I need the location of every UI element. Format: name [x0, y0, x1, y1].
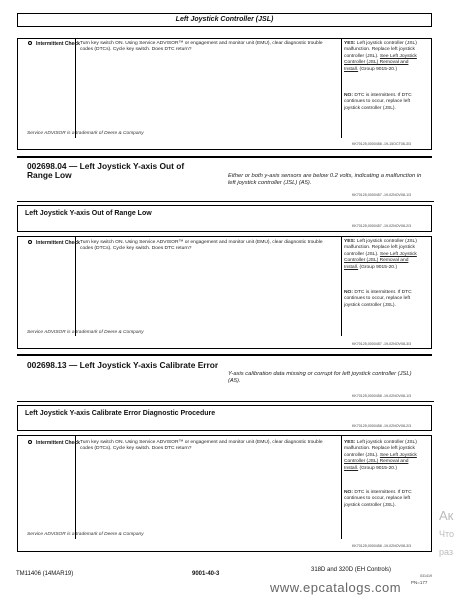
no-text: DTC is intermittent. If DTC continues to occur, replace left joystick controller (JSL).: [344, 290, 412, 308]
trademark-note: Service ADVISOR is a trademark of Deere & Company: [27, 532, 144, 537]
procedure-ref: KK70125,0000457 -19-02NOV08-2/3: [352, 224, 412, 228]
no-prefix: NO:: [344, 290, 353, 295]
block-code: KK70125,0000458 -19-02NOV08-3/3: [352, 544, 412, 548]
block-divider: [341, 435, 342, 539]
footer-page: 9001-40-3: [192, 571, 220, 577]
block-code: KK70125,0000457 -19-02NOV08-3/3: [352, 342, 412, 346]
yes-text: Left joystick controller (JSL) malfunction. Replace left joystick controller (JSL).: [344, 440, 417, 458]
watermark-side-3: раз: [439, 547, 454, 557]
step-instructions: Turn key switch ON. Using Service ADVISOR™ or engagement and monitor unit (EMU), clear diagnostic trouble codes (DTCs). Cycle key switch. Does DTC return?: [80, 240, 323, 252]
watermark-url[interactable]: www.epcatalogs.com: [270, 580, 402, 595]
footer-product: 318D and 320D (EH Controls): [311, 567, 392, 573]
yes-result: [344, 440, 422, 472]
divider-line: [17, 201, 434, 202]
dtc-description: Either or both y-axis sensors are below 0.2 volts, indicating a malfunction in left joystick controller (JSL) (A5).: [228, 173, 422, 186]
step-label: Intermittent Check: [36, 240, 80, 246]
dtc-ref: KK70125,0000457 -19-02NOV08-1/3: [352, 193, 412, 197]
yes-ref: (Group 9015-20.): [359, 264, 398, 270]
no-prefix: NO:: [344, 93, 353, 98]
dtc-title: 002698.04 — Left Joystick Y-axis Out of Range Low: [27, 161, 185, 180]
block-divider: [341, 236, 342, 336]
watermark-side-2: Что: [439, 529, 455, 539]
step-bullet-icon: [28, 41, 32, 45]
yes-prefix: YES:: [344, 41, 356, 46]
procedure-title: Left Joystick Y-axis Calibrate Error Diagnostic Procedure: [25, 410, 216, 417]
block-divider: [341, 38, 342, 138]
block-divider: [75, 236, 76, 336]
step-bullet-icon: [28, 240, 32, 244]
no-text: DTC is intermittent. If DTC continues to occur, replace left joystick controller (JSL).: [344, 490, 412, 508]
yes-text: Left joystick controller (JSL) malfunction. Replace left joystick controller (JSL).: [344, 239, 417, 257]
block-divider: [75, 435, 76, 539]
yes-link[interactable]: See Left Joystick Controller (JSL) Removal and Install.: [344, 251, 417, 270]
step-label: Intermittent Check: [36, 41, 80, 47]
yes-prefix: YES:: [344, 440, 356, 445]
no-prefix: NO:: [344, 490, 353, 495]
step-instructions: Turn key switch ON. Using Service ADVISOR™ or engagement and monitor unit (EMU), clear diagnostic trouble codes (DTCs). Cycle key switch. Does DTC return?: [80, 41, 323, 53]
dtc-ref: KK70125,0000458 -19-02NOV08-1/3: [352, 394, 412, 398]
yes-text: Left joystick controller (JSL) malfunction. Replace left joystick controller (JSL).: [344, 41, 417, 59]
yes-prefix: YES:: [344, 239, 356, 244]
trademark-note: Service ADVISOR is a trademark of Deere & Company: [27, 131, 144, 136]
yes-link[interactable]: See Left Joystick Controller (JSL) Removal and Install.: [344, 452, 417, 471]
watermark-side-1: Ак: [439, 508, 454, 523]
no-result: [344, 290, 422, 309]
footer-doc-id: TM11406 (14MAR19): [16, 571, 74, 577]
procedure-ref: KK70125,0000458 -19-02NOV08-2/3: [352, 424, 412, 428]
divider-line: [17, 401, 434, 402]
yes-link[interactable]: See Left Joystick Controller (JSL) Removal and Install.: [344, 53, 417, 72]
footer-date: 031419: [420, 574, 432, 578]
block-divider: [75, 38, 76, 138]
top-header-title: Left Joystick Controller (JSL): [175, 16, 274, 23]
yes-ref: (Group 9015-20.): [359, 465, 398, 471]
step-instructions: Turn key switch ON. Using Service ADVISOR™ or engagement and monitor unit (EMU), clear diagnostic trouble codes (DTCs). Cycle key switch. Does DTC return?: [80, 440, 323, 452]
dtc-title: 002698.13 — Left Joystick Y-axis Calibrate Error: [27, 360, 219, 370]
procedure-title: Left Joystick Y-axis Out of Range Low: [25, 210, 152, 217]
footer-page-number: PN=177: [411, 580, 428, 585]
yes-ref: (Group 9015-20.): [359, 66, 398, 72]
no-text: DTC is intermittent. If DTC continues to occur, replace left joystick controller (JSL).: [344, 93, 412, 111]
no-result: [344, 93, 422, 112]
no-result: [344, 490, 422, 509]
block-code: KK70125,0000458 -19-15OCT08-3/3: [352, 142, 411, 146]
dtc-description: Y-axis calibration data missing or corrupt for left joystick controller (JSL) (A5).: [228, 371, 412, 384]
step-label: Intermittent Check: [36, 440, 80, 446]
yes-result: [344, 239, 422, 271]
yes-result: [344, 41, 422, 73]
trademark-note: Service ADVISOR is a trademark of Deere & Company: [27, 330, 144, 335]
step-bullet-icon: [28, 440, 32, 444]
